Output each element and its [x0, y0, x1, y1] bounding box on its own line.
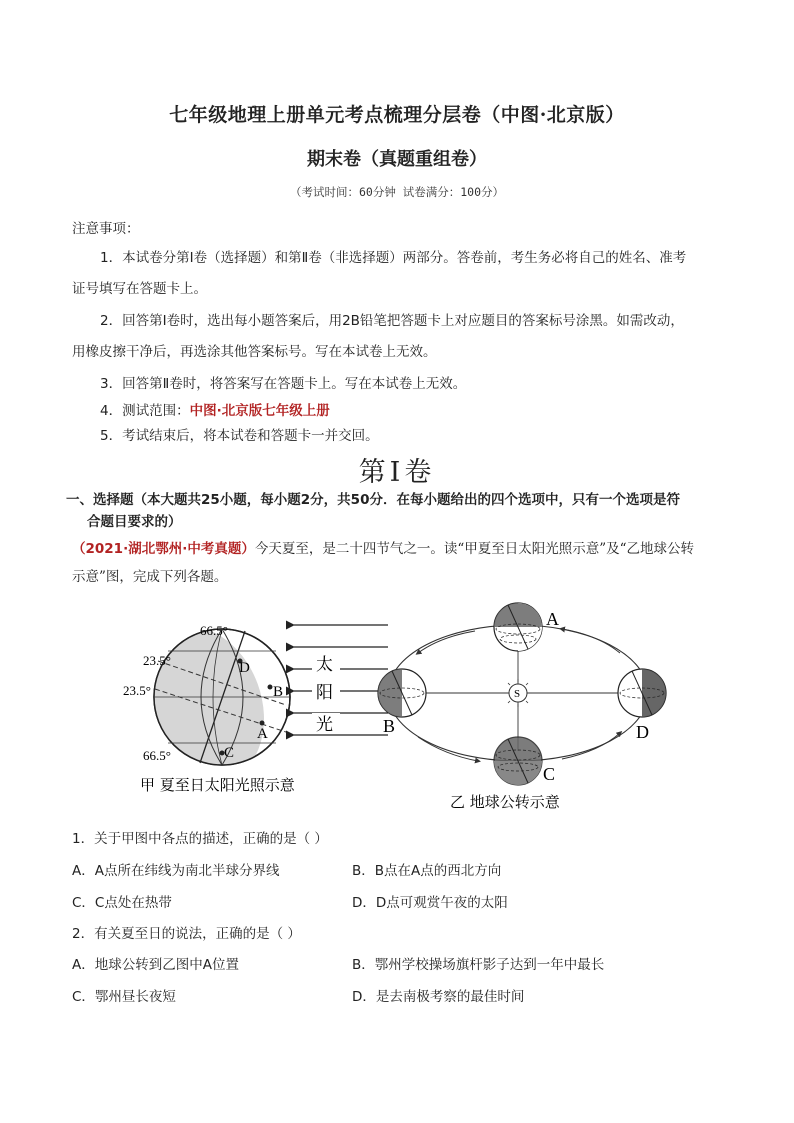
orbit-label-b: B [383, 716, 396, 736]
notice-item-2-line1: 2．回答第Ⅰ卷时，选出每小题答案后，用2B铅笔把答题卡上对应题目的答案标号涂黑。如需改动， [100, 313, 684, 329]
orbit-label-a: A [546, 609, 559, 629]
q1-option-b[interactable]: B．B点在A点的西北方向 [352, 863, 502, 879]
point-label-b: B [273, 684, 284, 700]
notice-item-1-line1: 1．本试卷分第Ⅰ卷（选择题）和第Ⅱ卷（非选择题）两部分。答卷前，考生务必将自己的姓名、准考 [100, 250, 687, 266]
question-2-stem: 2．有关夏至日的说法，正确的是（ ） [72, 926, 301, 942]
section-heading-line2: 合题目要求的） [87, 514, 182, 530]
latitude-label-south: 23.5° [123, 683, 151, 698]
page-title: 七年级地理上册单元考点梳理分层卷（中图·北京版） [169, 104, 625, 126]
notice-item-2-line2: 用橡皮擦干净后，再选涂其他答案标号。写在本试卷上无效。 [72, 344, 437, 360]
question-source: （2021·湖北鄂州·中考真题） [72, 541, 255, 557]
sun-char-1: 太 [316, 655, 333, 674]
notice-item-5-line1: 5．考试结束后，将本试卷和答题卡一并交回。 [100, 428, 379, 444]
notice-item-2 [72, 306, 722, 368]
question-intro [72, 535, 732, 591]
point-label-d: D [239, 660, 250, 676]
q1-option-c[interactable]: C．C点处在热带 [72, 895, 172, 911]
notice-item-1-line2: 证号填写在答题卡上。 [72, 281, 207, 297]
figure-right-caption: 乙 地球公转示意 [450, 793, 560, 811]
q1-option-d[interactable]: D．D点可观赏午夜的太阳 [352, 895, 508, 911]
section-heading-line1: 一、选择题（本大题共25小题，每小题2分，共50分．在每小题给出的四个选项中，只有一个选项是符 [66, 492, 680, 508]
figure [100, 595, 700, 820]
orbit-label-c: C [543, 764, 556, 784]
intro-text-2: 示意”图，完成下列各题。 [72, 569, 228, 585]
q2-option-b[interactable]: B．鄂州学校操场旗杆影子达到一年中最长 [352, 957, 605, 973]
notice-item-5 [72, 421, 722, 452]
q2-option-a[interactable]: A．地球公转到乙图中A位置 [72, 957, 239, 973]
section-title: 第Ⅰ卷 [358, 457, 436, 488]
sun-char-3: 光 [316, 715, 333, 734]
question-1-stem: 1．关于甲图中各点的描述，正确的是（ ） [72, 831, 328, 847]
page-subtitle: 期末卷（真题重组卷） [307, 149, 487, 170]
exam-info: （考试时间：60分钟 试卷满分：100分） [289, 185, 505, 199]
section-heading [66, 489, 730, 533]
sun-label: S [514, 688, 521, 700]
q2-option-d[interactable]: D．是去南极考察的最佳时间 [352, 989, 525, 1005]
latitude-label-north: 23.5° [143, 653, 171, 668]
latitude-label-bottom: 66.5° [143, 748, 171, 763]
latitude-label-top: 66.5° [200, 623, 228, 638]
sun-char-2: 阳 [316, 683, 333, 702]
point-label-a: A [257, 726, 268, 742]
earth-orbit-diagram [378, 603, 666, 785]
notice-item-4-scope: 中图·北京版七年级上册 [189, 403, 330, 419]
sun-rays [294, 625, 388, 735]
orbit-label-d: D [636, 722, 649, 742]
notice-item-3-line1: 3．回答第Ⅱ卷时，将答案写在答题卡上。写在本试卷上无效。 [100, 376, 467, 392]
q2-option-c[interactable]: C．鄂州昼长夜短 [72, 989, 176, 1005]
q1-option-a[interactable]: A．A点所在纬线为南北半球分界线 [72, 863, 280, 879]
notice-heading: 注意事项： [72, 221, 140, 237]
figure-left-caption: 甲 夏至日太阳光照示意 [140, 776, 295, 794]
notice-item-4-prefix: 4．测试范围： [100, 403, 190, 419]
notice-item-1 [72, 243, 722, 305]
point-label-c: C [224, 745, 235, 761]
intro-text-1: 今天夏至，是二十四节气之一。读“甲夏至日太阳光照示意”及“乙地球公转 [254, 541, 695, 557]
